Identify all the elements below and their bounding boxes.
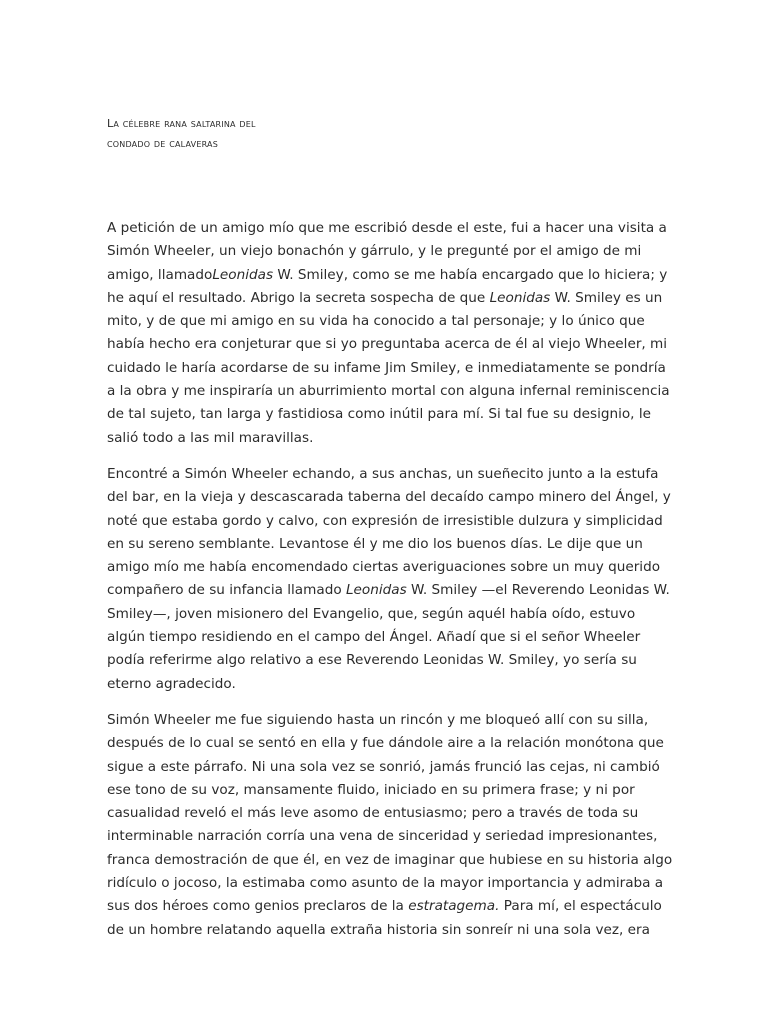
paragraph-line [107,380,670,403]
text-run: eterno agradecido. [107,675,236,692]
text-run: de tal sujeto, tan larga y fastidiosa como inútil para mí. Si tal fue su designio, le [107,406,651,423]
text-run: Simón Wheeler, un viejo bonachón y gárrulo, y le pregunté por el amigo de mi [107,243,642,260]
text-run: W. Smiley, como se me había encargado que lo hiciera; y [273,266,668,283]
text-run: algún tiempo residiendo en el campo del Ángel. Añadí que si el señor Wheeler [107,629,641,646]
text-run: en su sereno semblante. Levantose él y me dio los buenos días. Le dije que un [107,535,643,552]
paragraph-line [107,732,667,755]
paragraph-line [107,333,667,356]
paragraph-line [107,287,667,310]
text-run: del bar, en la vieja y descascarada taberna del decaído campo minero del Ángel, y [107,489,671,506]
paragraph-line [107,310,667,333]
text-run: Encontré a Simón Wheeler echando, a sus anchas, un sueñecito junto a la estufa [107,466,659,482]
text-run: casualidad reveló el más leve asomo de entusiasmo; pero a través de toda su [107,805,639,822]
paragraph-line [107,463,667,486]
title-line-1-rest: a célebre rana saltarina del [113,117,256,130]
text-run: interminable narración corría una vena de sinceridad y seriedad impresionantes, [107,828,658,845]
text-run: mito, y de que mi amigo en su vida ha conocido a tal personaje; y lo único que [107,313,645,330]
text-run: amigo mío me había encomendado ciertas averiguaciones sobre un muy querido [107,559,661,576]
text-run: compañero de su infancia llamado [107,582,346,599]
paragraph-line [107,403,667,426]
text-run: Para mí, el espectáculo [499,898,662,915]
text-run: ese tono de su voz, mansamente fluido, iniciado en su primera frase; y ni por [107,781,635,798]
paragraph-line [107,673,667,696]
paragraph-line [107,756,667,779]
paragraph-line [107,357,667,380]
text-run: W. Smiley es un [550,289,663,306]
paragraph-line [107,709,667,732]
paragraph-line [107,427,667,450]
document-title [107,114,256,154]
paragraph-line [107,649,667,672]
text-run: había hecho era conjeturar que si yo preguntaba acerca de él al viejo Wheeler, mi [107,336,668,353]
paragraph-1 [107,217,670,450]
italic-text-run: Leonidas [345,582,407,599]
paragraph-line [107,825,667,848]
paragraph-3 [107,709,673,942]
title-initial: L [107,117,114,130]
paragraph-line [107,510,667,533]
paragraph-line [107,779,667,802]
paragraph-line [107,872,667,895]
paragraph-line [107,895,667,918]
text-run: ridículo o jocoso, la estimaba como asunto de la mayor importancia y admiraba a [107,875,664,892]
text-run: sigue a este párrafo. Ni una sola vez se sonrió, jamás frunció las cejas, ni cambió [107,758,660,775]
paragraph-line [107,626,667,649]
text-run: noté que estaba gordo y calvo, con expresión de irresistible dulzura y simplicidad [107,512,663,529]
paragraph-line [107,240,667,263]
text-run: salió todo a las mil maravillas. [107,429,314,446]
text-run: después de lo cual se sentó en ella y fue dándole aire a la relación monótona que [107,735,664,752]
paragraph-line [107,919,667,942]
title-line-2: condado de calaveras [107,137,218,150]
text-run: a la obra y me inspiraría un aburrimiento mortal con alguna infernal reminiscencia [107,383,670,400]
paragraph-line [107,486,671,509]
text-run: Smiley—, joven misionero del Evangelio, que, según aquél había oído, estuvo [107,605,636,622]
paragraph-line [107,603,667,626]
text-run: franca demostración de que él, en vez de imaginar que hubiese en su historia algo [107,851,673,868]
paragraph-line [107,556,667,579]
text-run: sus dos héroes como genios preclaros de la [107,898,409,915]
text-run: A petición de un amigo mío que me escribió desde el este, fui a hacer una visita a [107,220,667,236]
paragraph-line [107,217,667,240]
text-run: W. Smiley —el Reverendo Leonidas W. [406,582,670,599]
paragraph-line [107,802,667,825]
italic-text-run: Leonidas [212,266,274,283]
paragraph-2 [107,463,671,696]
paragraph-line [107,849,673,872]
italic-text-run: estratagema. [408,898,500,915]
paragraph-line [107,264,667,287]
text-run: he aquí el resultado. Abrigo la secreta sospecha de que [107,289,490,306]
text-run: cuidado le haría acordarse de su infame Jim Smiley, e inmediatamente se pondría [107,359,666,376]
text-run: podía referirme algo relativo a ese Reverendo Leonidas W. Smiley, yo sería su [107,652,637,669]
text-run: Simón Wheeler me fue siguiendo hasta un rincón y me bloqueó allí con su silla, [107,712,649,728]
text-run: amigo, llamado [107,266,213,283]
text-run: de un hombre relatando aquella extraña historia sin sonreír ni una sola vez, era [107,921,650,938]
paragraph-line [107,579,670,602]
italic-text-run: Leonidas [489,289,551,306]
paragraph-line [107,533,667,556]
title-line-1 [107,114,256,134]
